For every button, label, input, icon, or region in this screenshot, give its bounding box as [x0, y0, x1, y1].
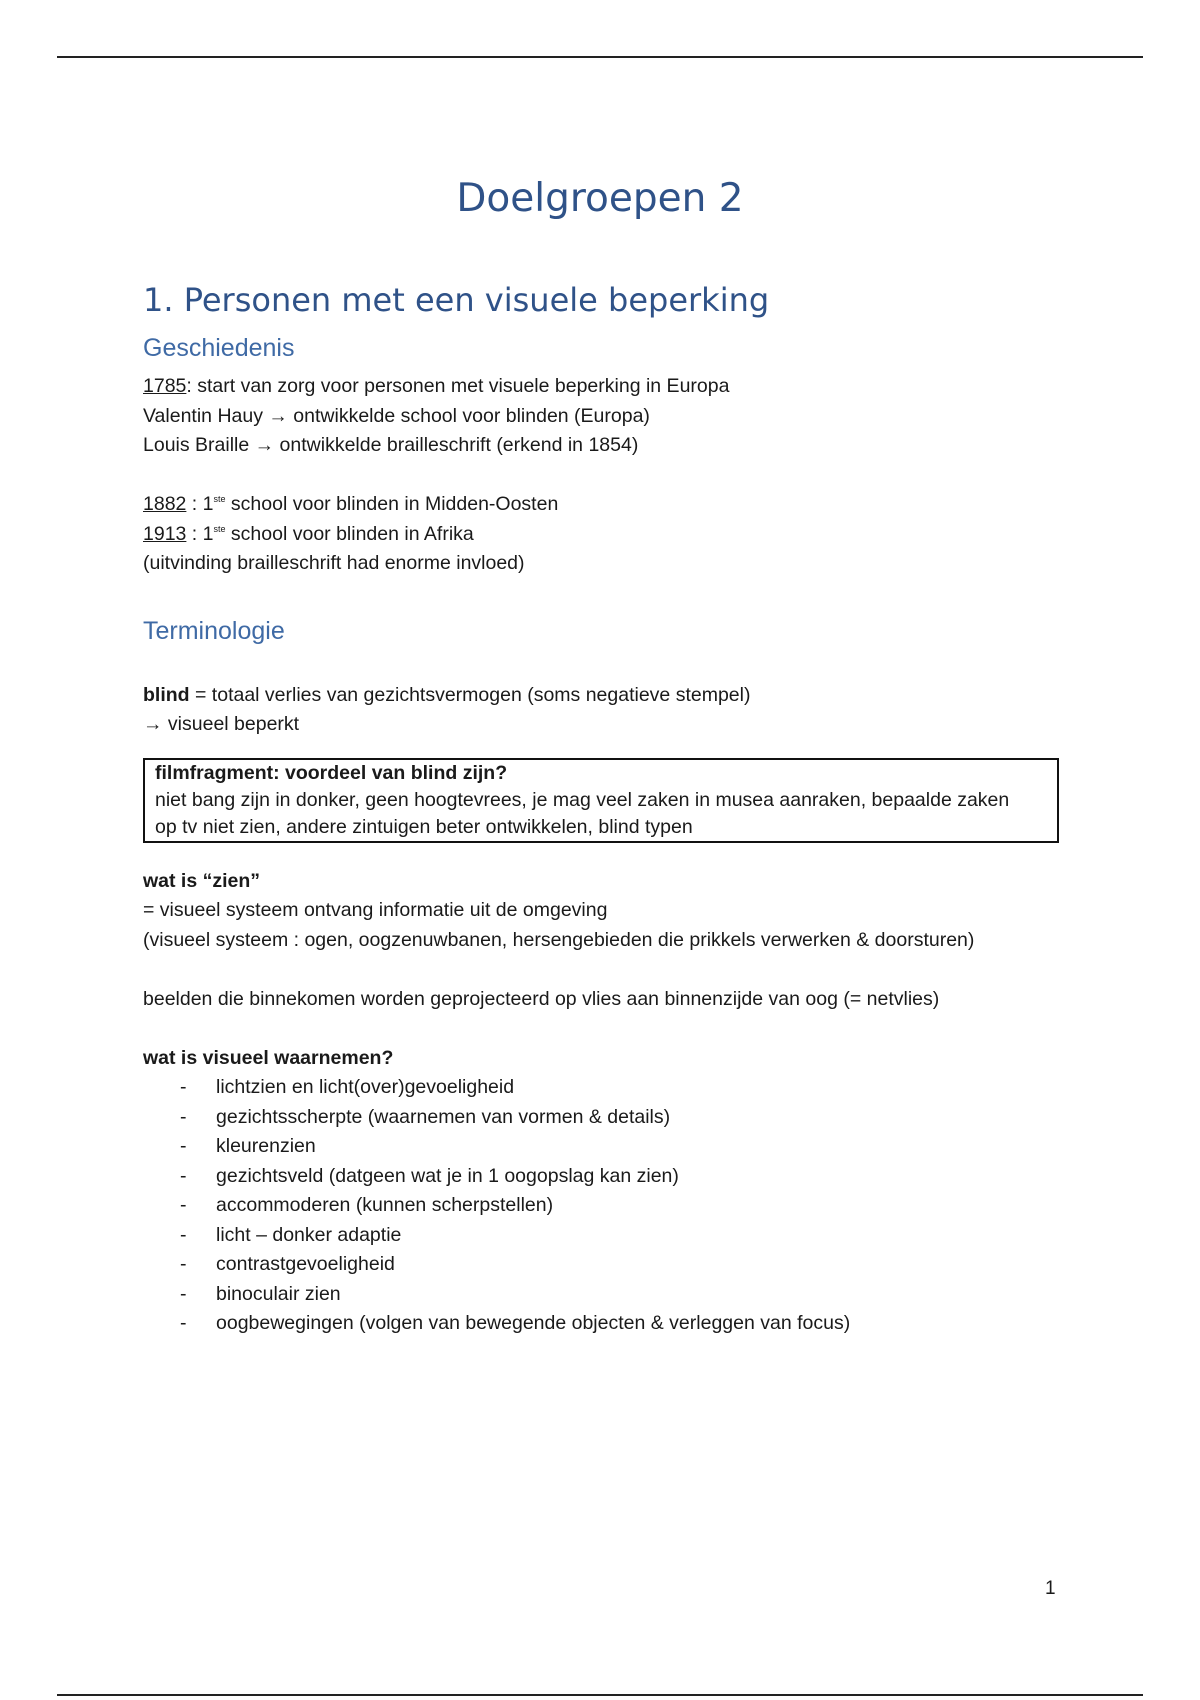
document-body	[143, 280, 1063, 1339]
ordinal-sup-1913: ste	[213, 523, 226, 534]
footer-rule	[57, 1694, 1143, 1696]
terminologie-heading: Terminologie	[143, 616, 285, 645]
box-line-2: op tv niet zien, andere zintuigen beter ontwikkelen, blind typen	[155, 815, 693, 838]
history-text-1913: school voor blinden in Afrika	[225, 522, 474, 545]
blind-def-text: = totaal verlies van gezichtsvermogen (soms negatieve stempel)	[189, 683, 751, 706]
page-number: 1	[1045, 1578, 1056, 1599]
filmfragment-box	[143, 758, 1059, 843]
document-title: Doelgroepen 2	[456, 176, 744, 221]
year-1785: 1785	[143, 375, 187, 397]
blind-definition	[143, 681, 1063, 711]
blind-term: blind	[143, 683, 190, 706]
header-rule	[57, 56, 1143, 58]
geschiedenis-heading: Geschiedenis	[143, 334, 295, 362]
history-line-hauy: Valentin Hauy → ontwikkelde school voor blinden (Europa)	[143, 404, 650, 427]
history-line-1785	[143, 372, 1063, 402]
history-text-1785: : start van zorg voor personen met visuele beperking in Europa	[186, 375, 730, 397]
list-item: - gezichtsveld (datgeen wat je in 1 oogopslag kan zien)	[143, 1162, 1063, 1192]
visueel-beperkt-line: → visueel beperkt	[143, 713, 300, 735]
waarnemen-heading: wat is visueel waarnemen?	[143, 1046, 394, 1069]
zien-line-1: = visueel systeem ontvang informatie uit de omgeving	[143, 899, 608, 921]
year-1882: 1882	[143, 493, 187, 515]
beelden-line: beelden die binnekomen worden geprojecteerd op vlies aan binnenzijde van oog (= netvlies)	[143, 987, 940, 1010]
history-line-1882	[143, 490, 1063, 520]
waarnemen-list	[143, 1073, 1063, 1339]
history-line-1913	[143, 520, 1063, 550]
list-item: - licht – donker adaptie	[143, 1221, 1063, 1251]
list-item: - binoculair zien	[143, 1280, 1063, 1310]
box-title: filmfragment: voordeel van blind zijn?	[155, 761, 508, 784]
year-1913: 1913	[143, 522, 187, 545]
history-line-braille: Louis Braille → ontwikkelde brailleschrift (erkend in 1854)	[143, 434, 639, 456]
list-item: - contrastgevoeligheid	[143, 1250, 1063, 1280]
list-item: - lichtzien en licht(over)gevoeligheid	[143, 1073, 1063, 1103]
section-heading: 1. Personen met een visuele beperking	[143, 281, 770, 319]
history-pre-1882: : 1	[186, 493, 214, 515]
list-item: - accommoderen (kunnen scherpstellen)	[143, 1191, 1063, 1221]
list-item: - kleurenzien	[143, 1132, 1063, 1162]
ordinal-sup-1882: ste	[213, 494, 226, 504]
list-item: - gezichtsscherpte (waarnemen van vormen & details)	[143, 1103, 1063, 1133]
box-line-1: niet bang zijn in donker, geen hoogtevrees, je mag veel zaken in musea aanraken, bepaalde zaken	[155, 788, 1010, 811]
zien-heading: wat is “zien”	[143, 869, 261, 892]
list-item: - oogbewegingen (volgen van bewegende objecten & verleggen van focus)	[143, 1309, 1063, 1339]
history-pre-1913: : 1	[186, 522, 214, 545]
history-text-1882: school voor blinden in Midden-Oosten	[225, 493, 559, 515]
history-line-invloed: (uitvinding brailleschrift had enorme invloed)	[143, 552, 525, 574]
zien-line-2: (visueel systeem : ogen, oogzenuwbanen, hersengebieden die prikkels verwerken & doorsturen)	[143, 928, 975, 951]
